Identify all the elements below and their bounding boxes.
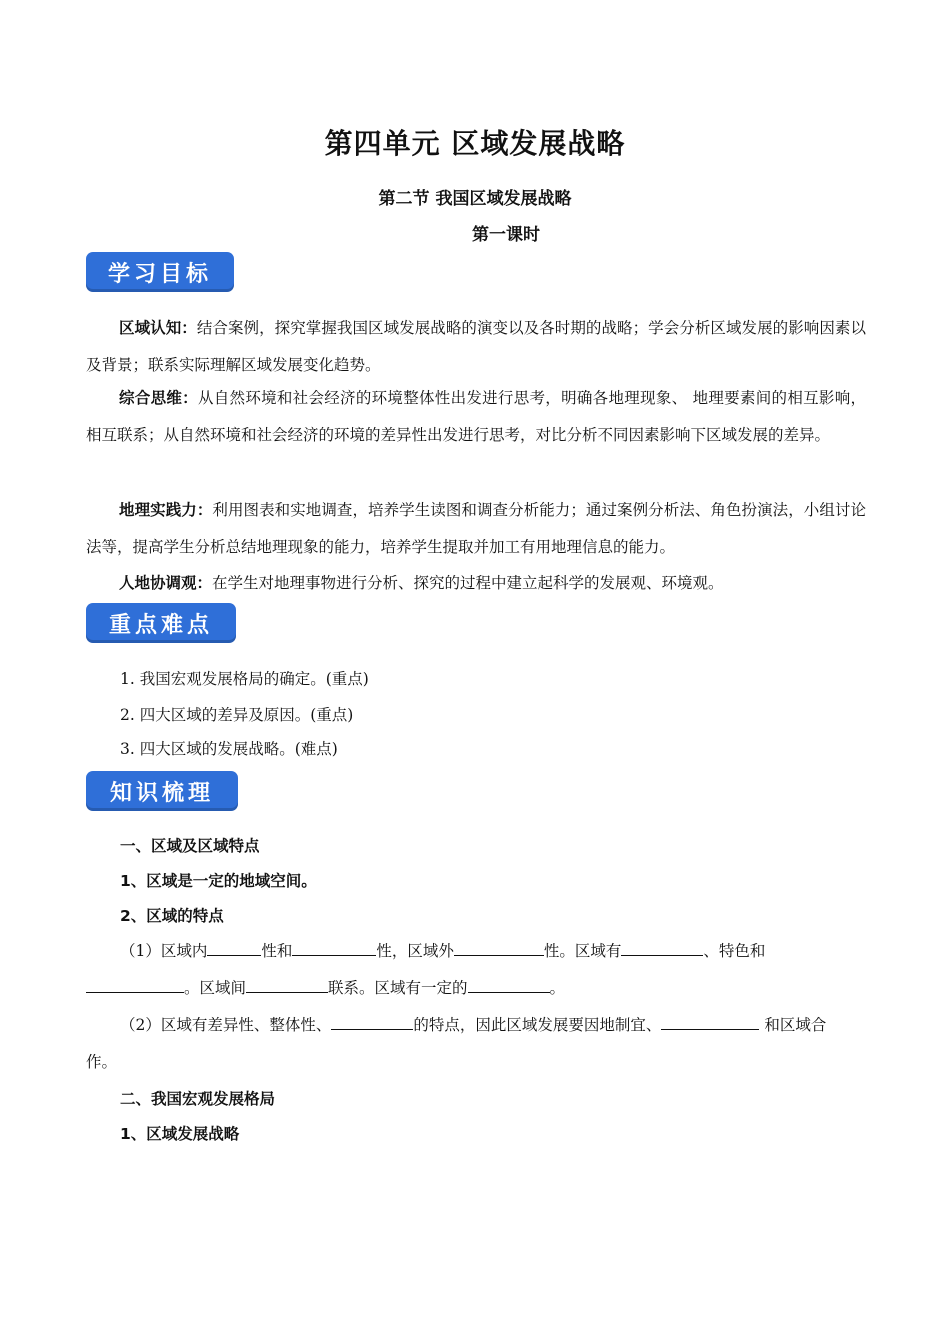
keypoints-badge bbox=[86, 603, 236, 643]
knowledge-badge bbox=[86, 771, 238, 811]
fill-in-line-1 bbox=[120, 939, 765, 961]
text-fragment: 和区域合 bbox=[764, 1016, 827, 1034]
heading-macro-pattern: 二、我国宏观发展格局 bbox=[120, 1090, 276, 1108]
text-fragment: 联系。区域有一定的 bbox=[328, 979, 468, 997]
subheading-region-characteristics: 2、区域的特点 bbox=[120, 907, 224, 925]
fill-in-line-4 bbox=[86, 1050, 117, 1072]
objective-label: 人地协调观： bbox=[119, 574, 213, 592]
subheading-region-definition: 1、区域是一定的地域空间。 bbox=[120, 872, 317, 890]
text-fragment: 性。区域有 bbox=[543, 942, 622, 960]
knowledge-badge-label: 知识梳理 bbox=[109, 780, 214, 806]
objective-text: 结合案例，探究掌握我国区域发展战略的演变以及各时期的战略；学会分析区域发展的影响因素以及背景；联系实际理解区域发展变化趋势。 bbox=[86, 319, 866, 374]
objective-text: 在学生对地理事物进行分析、探究的过程中建立起科学的发展观、环境观。 bbox=[212, 574, 724, 592]
objective-regional-cognition bbox=[86, 310, 866, 384]
keypoints-badge-label: 重点难点 bbox=[108, 612, 213, 638]
subheading-development-strategy: 1、区域发展战略 bbox=[120, 1125, 240, 1143]
answer-blank[interactable] bbox=[86, 976, 184, 993]
text-fragment: （1）区域内 bbox=[120, 942, 208, 960]
unit-title: 第四单元 区域发展战略 bbox=[324, 127, 626, 160]
objective-human-earth-harmony bbox=[86, 565, 866, 602]
fill-in-line-3 bbox=[120, 1013, 826, 1035]
answer-blank[interactable] bbox=[292, 939, 376, 956]
text-fragment: 。 bbox=[549, 979, 566, 997]
objective-label: 地理实践力： bbox=[119, 501, 213, 519]
objective-label: 综合思维： bbox=[119, 389, 198, 407]
objective-geographic-practice bbox=[86, 492, 866, 566]
section-title: 第二节 我国区域发展战略 bbox=[378, 189, 572, 209]
keypoint-item: 3. 四大区域的发展战略。(难点) bbox=[120, 740, 338, 758]
objectives-badge-label: 学习目标 bbox=[107, 261, 212, 287]
objective-text: 从自然环境和社会经济的环境整体性出发进行思考，明确各地理现象、 地理要素间的相互影响，相互联系；从自然环境和社会经济的环境的差异性出发进行思考，对比分析不同因素影响下区域发展的差异。 bbox=[86, 389, 866, 444]
answer-blank[interactable] bbox=[331, 1013, 413, 1030]
text-fragment: 的特点，因此区域发展要因地制宜、 bbox=[413, 1016, 662, 1034]
objective-comprehensive-thinking bbox=[86, 380, 866, 454]
answer-blank[interactable] bbox=[454, 939, 544, 956]
text-fragment: （2）区域有差异性、整体性、 bbox=[120, 1016, 332, 1034]
heading-region-features: 一、区域及区域特点 bbox=[120, 837, 260, 855]
objective-label: 区域认知： bbox=[119, 319, 197, 337]
answer-blank[interactable] bbox=[621, 939, 703, 956]
text-fragment: 、特色和 bbox=[703, 942, 766, 960]
answer-blank[interactable] bbox=[468, 976, 550, 993]
answer-blank[interactable] bbox=[661, 1013, 759, 1030]
answer-blank[interactable] bbox=[207, 939, 261, 956]
keypoint-item: 1. 我国宏观发展格局的确定。(重点) bbox=[120, 670, 369, 688]
answer-blank[interactable] bbox=[246, 976, 328, 993]
keypoint-item: 2. 四大区域的差异及原因。(重点) bbox=[120, 706, 354, 724]
text-fragment: 。区域间 bbox=[184, 979, 247, 997]
text-fragment: 作。 bbox=[86, 1053, 118, 1071]
lesson-label: 第一课时 bbox=[472, 225, 540, 245]
fill-in-line-2 bbox=[86, 976, 565, 998]
text-fragment: 性，区域外 bbox=[376, 942, 454, 960]
objective-text: 利用图表和实地调查，培养学生读图和调查分析能力；通过案例分析法、角色扮演法，小组讨论法等，提高学生分析总结地理现象的能力，培养学生提取并加工有用地理信息的能力。 bbox=[86, 501, 866, 556]
text-fragment: 性和 bbox=[261, 942, 293, 960]
objectives-badge bbox=[86, 252, 234, 292]
